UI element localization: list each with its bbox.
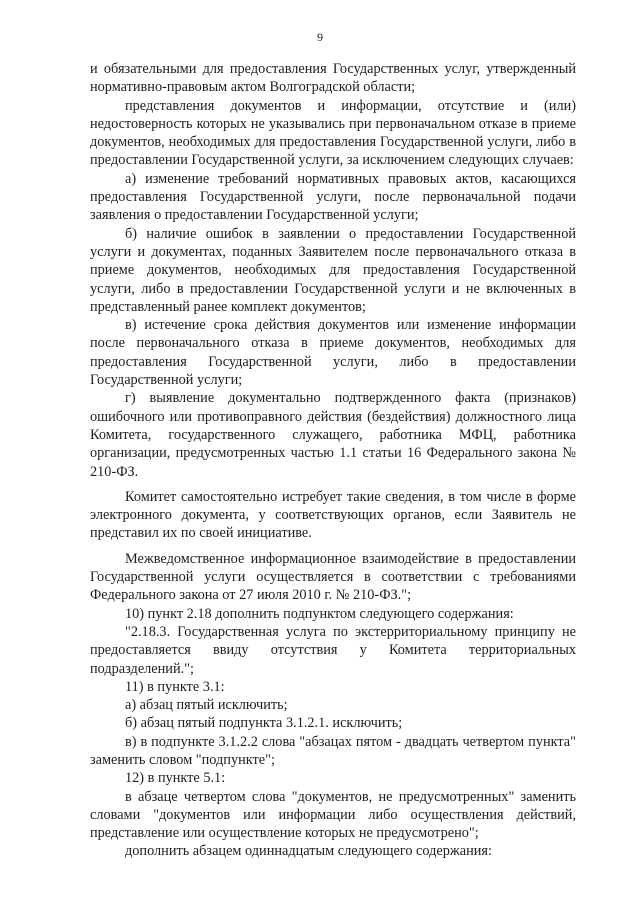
paragraph: 12) в пункте 5.1: bbox=[125, 770, 226, 787]
paragraph: а) изменение требований нормативных правовых актов, касающихся предоставления Государственной услуги, после первоначальной подачи заявления о предоставлении Государственной услуги; bbox=[90, 170, 576, 224]
paragraph: представления документов и информации, отсутствие и (или) недостоверность которых не указывались при первоначальном отказе в приеме документов, необходимых для предоставления Государственной услуги, либо в предоставлении Государственной услуги, за исключением следующих случаев: bbox=[90, 97, 576, 169]
document-body bbox=[90, 60, 576, 861]
paragraph: "2.18.3. Государственная услуга по экстерриториальному принципу не предоставляется ввиду отсутствия у Комитета территориальных подразделений."; bbox=[90, 623, 576, 677]
page-number: 9 bbox=[317, 30, 323, 44]
paragraph: а) абзац пятый исключить; bbox=[125, 697, 288, 714]
paragraph: в абзаце четвертом слова "документов, не предусмотренных" заменить словами "документов или информации либо осуществления действий, представление или осуществление которых не предусмотрено"; bbox=[90, 788, 576, 842]
paragraph: 10) пункт 2.18 дополнить подпунктом следующего содержания: bbox=[125, 605, 514, 622]
paragraph: и обязательными для предоставления Государственных услуг, утвержденный нормативно-правовым актом Волгоградской области; bbox=[90, 61, 576, 96]
paragraph: в) в подпункте 3.1.2.2 слова "абзацах пятом - двадцать четвертом пункта" заменить словом "подпункте"; bbox=[90, 733, 576, 768]
paragraph: Комитет самостоятельно истребует такие сведения, в том числе в форме электронного документа, у соответствующих органов, если Заявитель не представил их по своей инициативе. bbox=[90, 488, 576, 542]
paragraph: 11) в пункте 3.1: bbox=[125, 678, 225, 695]
paragraph: б) наличие ошибок в заявлении о предоставлении Государственной услуги и документах, поданных Заявителем после первоначального отказа в приеме документов, необходимых для предоставления Государственной услуги, либо в предоставлении Государственной услуги и не включенных в представленный ранее комплект документов; bbox=[90, 225, 576, 315]
paragraph: б) абзац пятый подпункта 3.1.2.1. исключить; bbox=[125, 715, 403, 732]
paragraph: г) выявление документально подтвержденного факта (признаков) ошибочного или противоправного действия (бездействия) должностного лица Комитета, государственного служащего, работника МФЦ, работника организации, предусмотренных частью 1.1 статьи 16 Федерального закона № 210-ФЗ. bbox=[90, 390, 576, 480]
paragraph: в) истечение срока действия документов или изменение информации после первоначального отказа в приеме документов, необходимых для предоставления Государственной услуги, либо в предоставлении Государственной услуги; bbox=[90, 317, 576, 389]
paragraph: Межведомственное информационное взаимодействие в предоставлении Государственной услуги осуществляется в соответствии с требованиями Федерального закона от 27 июля 2010 г. № 210-ФЗ."; bbox=[90, 550, 576, 604]
paragraph: дополнить абзацем одиннадцатым следующего содержания: bbox=[125, 843, 492, 860]
